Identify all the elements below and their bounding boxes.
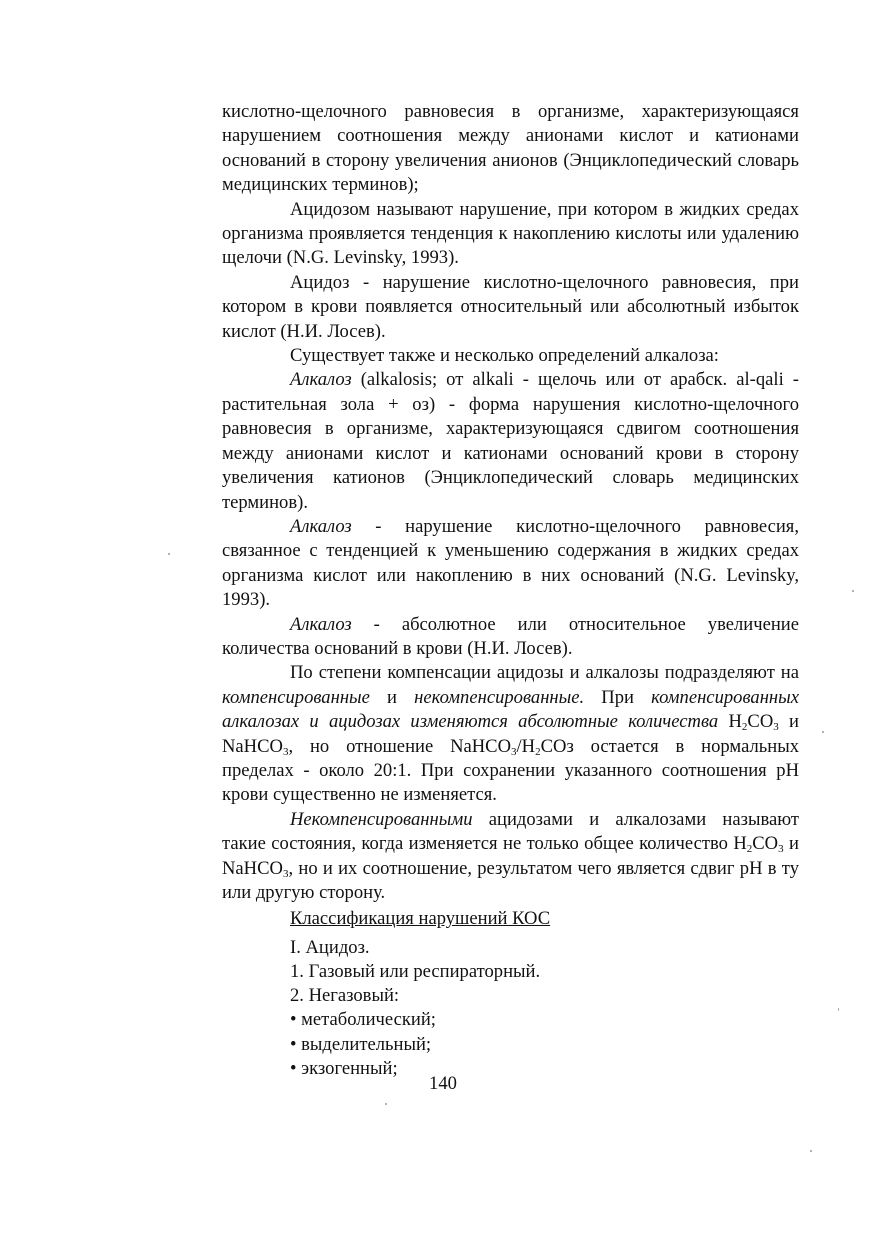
paragraph-alkalosis-def-2 [222, 515, 799, 613]
text-run: COз остается в нормальных пределах - около 20:1. При сохранении указанного соотношения pH крови существенно не изменяется. [222, 735, 799, 806]
text-run: /H [516, 735, 536, 757]
paragraph-text: (alkalosis; от alkali - щелочь или от арабск. al-qali - растительная зола + оз) - форма нарушения кислотно-щелочного равновесия в организме, характеризующаяся сдвигом соотношения между анионами кислот и катионами оснований крови в сторону увеличения катионов (Энциклопедический словарь медицинских терминов). [222, 369, 799, 513]
paragraph-acidosis-def-2: Ацидозом называют нарушение, при котором в жидких средах организма проявляется тенденция к накоплению кислоты или удалению щелочи (N.G. Levinsky, 1993). [222, 198, 799, 269]
subscript: 3 [282, 745, 289, 758]
subscript: 3 [511, 745, 517, 758]
text-run: , но и их соотношение, результатом чего является сдвиг pH в ту или другую сторону. [222, 857, 799, 903]
scan-speck [385, 1103, 387, 1105]
paragraph-alkalosis-def-3 [222, 613, 799, 662]
italic-run: некомпенсированные. [414, 686, 585, 708]
paragraph-uncompensated [222, 808, 799, 906]
scan-speck [838, 1008, 839, 1011]
text-run: По степени компенсации ацидозы и алкалозы подразделяют на [290, 662, 799, 684]
list-item: • выделительный; [290, 1033, 432, 1055]
paragraph-alkalosis-intro: Существует также и несколько определений алкалоза: [290, 345, 719, 367]
text-run: CO [752, 833, 779, 855]
term-alkalosis: Алкалоз [290, 613, 352, 635]
paragraph-text: - абсолютное или относительное увеличение количества оснований в крови (Н.И. Лосев). [222, 613, 799, 659]
body-text [222, 100, 799, 1081]
text-run: и [369, 686, 415, 708]
subscript: 3 [773, 721, 779, 734]
subscript: 3 [778, 843, 784, 856]
list-item: • метаболический; [290, 1009, 436, 1031]
subscript: 3 [282, 867, 289, 880]
subscript: 2 [741, 721, 748, 734]
list-item: 1. Газовый или респираторный. [290, 961, 541, 983]
scan-speck [822, 731, 824, 733]
list-item: I. Ацидоз. [290, 936, 370, 958]
paragraph-compensation [222, 661, 799, 807]
subscript: 2 [535, 745, 541, 758]
paragraph-alkalosis-def-1 [222, 368, 799, 514]
paragraph-text: - нарушение кислотно-щелочного равновесия, связанное с тенденцией к уменьшению содержания в жидких средах организма кислот или накоплению в них оснований (N.G. Levinsky, 1993). [222, 515, 799, 611]
scan-speck [810, 1150, 812, 1152]
italic-run: компенсированных алкалозах и ацидозах изменяются абсолютные количества [222, 686, 799, 733]
paragraph-acidosis-def-1: кислотно-щелочного равновесия в организме, характеризующаяся нарушением соотношения между анионами кислот и катионами оснований в сторону увеличения анионов (Энциклопедический словарь медицинских терминов); [222, 101, 799, 196]
page-number: 140 [429, 1073, 457, 1094]
list-item: • экзогенный; [290, 1057, 398, 1079]
italic-run: компенсированные [222, 686, 370, 708]
text-run: CO [747, 711, 774, 733]
text-run: , но отношение NaHCO [288, 735, 512, 757]
italic-run: Некомпенсированными [290, 808, 473, 830]
text-run: и NaHCO [222, 833, 799, 879]
scan-speck [852, 590, 854, 592]
text-run: ацидозами и алкалозами называют такие состояния, когда изменяется не только общее количество H [222, 808, 799, 855]
text-run: H [718, 711, 742, 733]
list-item: 2. Негазовый: [290, 985, 400, 1007]
text-run: и NaHCO [222, 711, 799, 757]
section-heading: Классификация нарушений КОС [290, 908, 551, 930]
paragraph-acidosis-def-3: Ацидоз - нарушение кислотно-щелочного равновесия, при котором в крови появляется относительный или абсолютный избыток кислот (Н.И. Лосев). [222, 271, 799, 342]
term-alkalosis: Алкалоз [290, 369, 352, 391]
scan-speck [168, 553, 170, 555]
term-alkalosis: Алкалоз [290, 515, 352, 537]
text-run: При [584, 686, 652, 708]
subscript: 2 [746, 843, 753, 856]
